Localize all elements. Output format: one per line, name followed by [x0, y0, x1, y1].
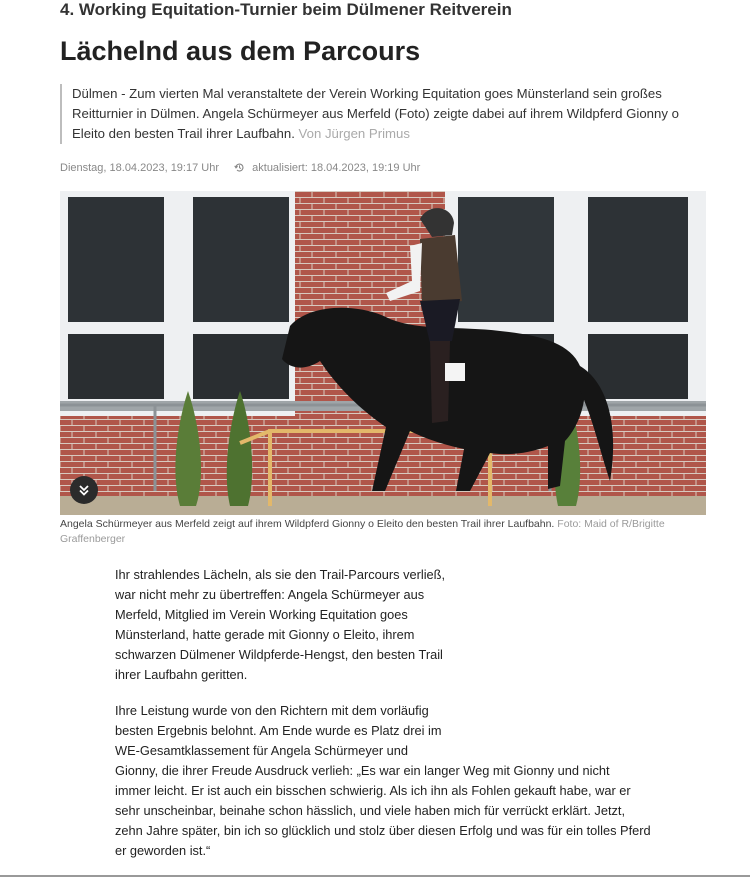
article-title: Lächelnd aus dem Parcours [60, 36, 421, 66]
article-photo[interactable] [60, 191, 706, 515]
text-line: besten Ergebnis belohnt. Am Ende wurde es Platz drei im [115, 723, 442, 738]
article-lead [60, 84, 704, 144]
article-body [115, 565, 675, 877]
photo-illustration [60, 191, 706, 515]
lead-text: Dülmen - Zum vierten Mal veranstaltete der Verein Working Equitation goes Münsterland sein großes Reitturnier in Dülmen. Angela Schürmeyer aus Merfeld (Foto) zeigte dabei auf ihrem Wildpferd Gionny o Eleito den besten Trail ihrer Laufbahn. [72, 86, 679, 141]
text-line: er geworden ist.“ [115, 843, 211, 858]
updated-label: aktualisiert: [252, 162, 308, 174]
text-line: zehn Jahre später, bin ich so glücklich und stolz über diesen Erfolg und was für ein tolles Pferd [115, 823, 651, 838]
text-line: war nicht mehr zu übertreffen: Angela Schürmeyer aus [115, 587, 425, 602]
text-line: Merfeld, Mitglied im Verein Working Equitation goes [115, 607, 408, 622]
text-line: Ihre Leistung wurde von den Richtern mit dem vorläufig [115, 703, 429, 718]
expand-image-button[interactable] [70, 476, 98, 504]
article-meta [60, 162, 420, 174]
article-kicker: 4. Working Equitation-Turnier beim Dülmener Reitverein [60, 0, 512, 19]
published-date: Dienstag, 18.04.2023, 19:17 Uhr [60, 162, 220, 174]
paragraph-1 [115, 565, 675, 685]
text-line: Münsterland, hatte gerade mit Gionny o Eleito, ihrem [115, 627, 415, 642]
text-line: schwarzen Dülmener Wildpferde-Hengst, den besten Trail [115, 647, 443, 662]
text-line: sehr unscheinbar, beinahe schon hässlich, und viele haben mich für verrückt erklärt. Jetzt, [115, 803, 626, 818]
updated-date: 18.04.2023, 19:19 Uhr [310, 162, 421, 174]
paragraph-2 [115, 701, 675, 861]
photo-credit: Foto: Maid of R/Brigitte Graffenberger [60, 518, 665, 545]
caption-text: Angela Schürmeyer aus Merfeld zeigt auf ihrem Wildpferd Gionny o Eleito den besten Trail ihrer Laufbahn. [60, 518, 555, 530]
text-line: Ihr strahlendes Lächeln, als sie den Trail-Parcours verließ, [115, 567, 446, 582]
photo-caption [60, 517, 700, 547]
text-line: immer leicht. Er ist auch ein bisschen schwierig. Als ich ihn als Fohlen gekauft habe, war er [115, 783, 631, 798]
text-line: ihrer Laufbahn geritten. [115, 667, 248, 682]
chevron-double-down-icon [77, 483, 91, 497]
text-line: WE-Gesamtklassement für Angela Schürmeyer und [115, 743, 409, 758]
history-icon [234, 162, 245, 173]
text-line: Gionny, die ihrer Freude Ausdruck verlieh: „Es war ein langer Weg mit Gionny und nicht [115, 763, 610, 778]
author-link[interactable]: Von Jürgen Primus [298, 126, 410, 141]
